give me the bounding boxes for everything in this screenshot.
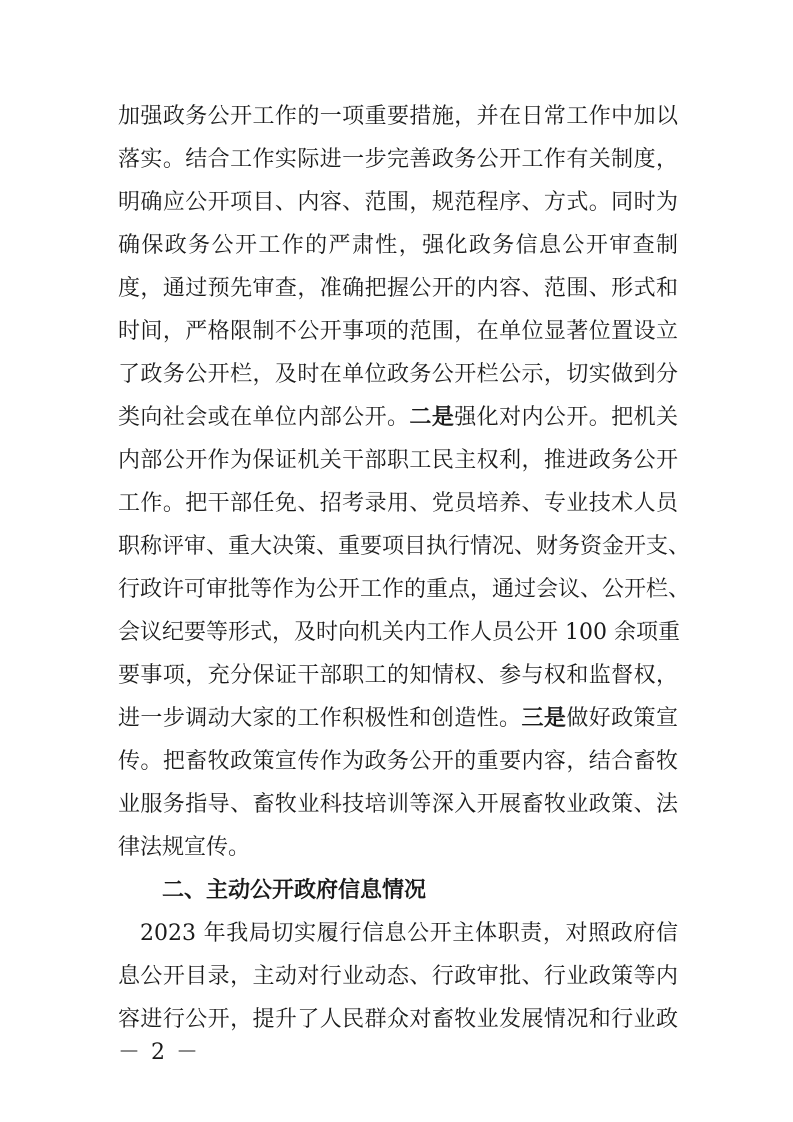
body-text-line-with-emphasis [118,403,678,433]
text-segment: 做好政策宣 [566,706,678,731]
page-number: － 2 － [118,1040,200,1065]
body-text-line: 度，通过预先审查，准确把握公开的内容、范围、形式和 [118,276,678,301]
body-text-line: 加强政务公开工作的一项重要措施，并在日常工作中加以 [118,104,678,129]
body-text-line: 工作。把干部任免、招考录用、党员培养、专业技术人员 [118,491,678,516]
body-text-line: 传。把畜牧政策宣传作为政务公开的重要内容，结合畜牧 [118,749,678,774]
body-text-line-with-emphasis [118,704,678,734]
body-text-line: 容进行公开，提升了人民群众对畜牧业发展情况和行业政 [118,1007,678,1032]
body-text-line: 息公开目录，主动对行业动态、行政审批、行业政策等内 [118,964,678,989]
emphasis-two: 二是 [409,405,455,430]
body-text-line: 律法规宣传。 [118,835,251,860]
body-text-line: 内部公开作为保证机关干部职工民主权利，推进政务公开 [118,448,678,473]
body-text-line: 了政务公开栏，及时在单位政务公开栏公示，切实做到分 [118,362,678,387]
body-text-line: 行政许可审批等作为公开工作的重点，通过会议、公开栏、 [118,577,691,602]
body-text-line: 业服务指导、畜牧业科技培训等深入开展畜牧业政策、法 [118,792,678,817]
emphasis-three: 三是 [521,706,567,731]
body-text-line: 会议纪要等形式，及时向机关内工作人员公开 100 余项重 [118,620,680,645]
body-text-line: 职称评审、重大决策、重要项目执行情况、财务资金开支、 [118,534,691,559]
body-text-line: 时间，严格限制不公开事项的范围，在单位显著位置设立 [118,319,678,344]
body-text-line: 2023 年我局切实履行信息公开主体职责，对照政府信 [140,921,678,946]
text-segment: 类向社会或在单位内部公开。 [118,405,410,430]
body-text-line: 要事项，充分保证干部职工的知情权、参与权和监督权， [118,663,678,688]
text-segment: 强化对内公开。把机关 [454,405,678,430]
body-text-line: 落实。结合工作实际进一步完善政务公开工作有关制度， [118,147,678,172]
section-heading: 二、主动公开政府信息情况 [162,878,427,903]
body-text-line: 明确应公开项目、内容、范围，规范程序、方式。同时为 [118,190,678,215]
text-segment: 进一步调动大家的工作积极性和创造性。 [118,706,522,731]
body-text-line: 确保政务公开工作的严肃性，强化政务信息公开审查制 [118,233,678,258]
